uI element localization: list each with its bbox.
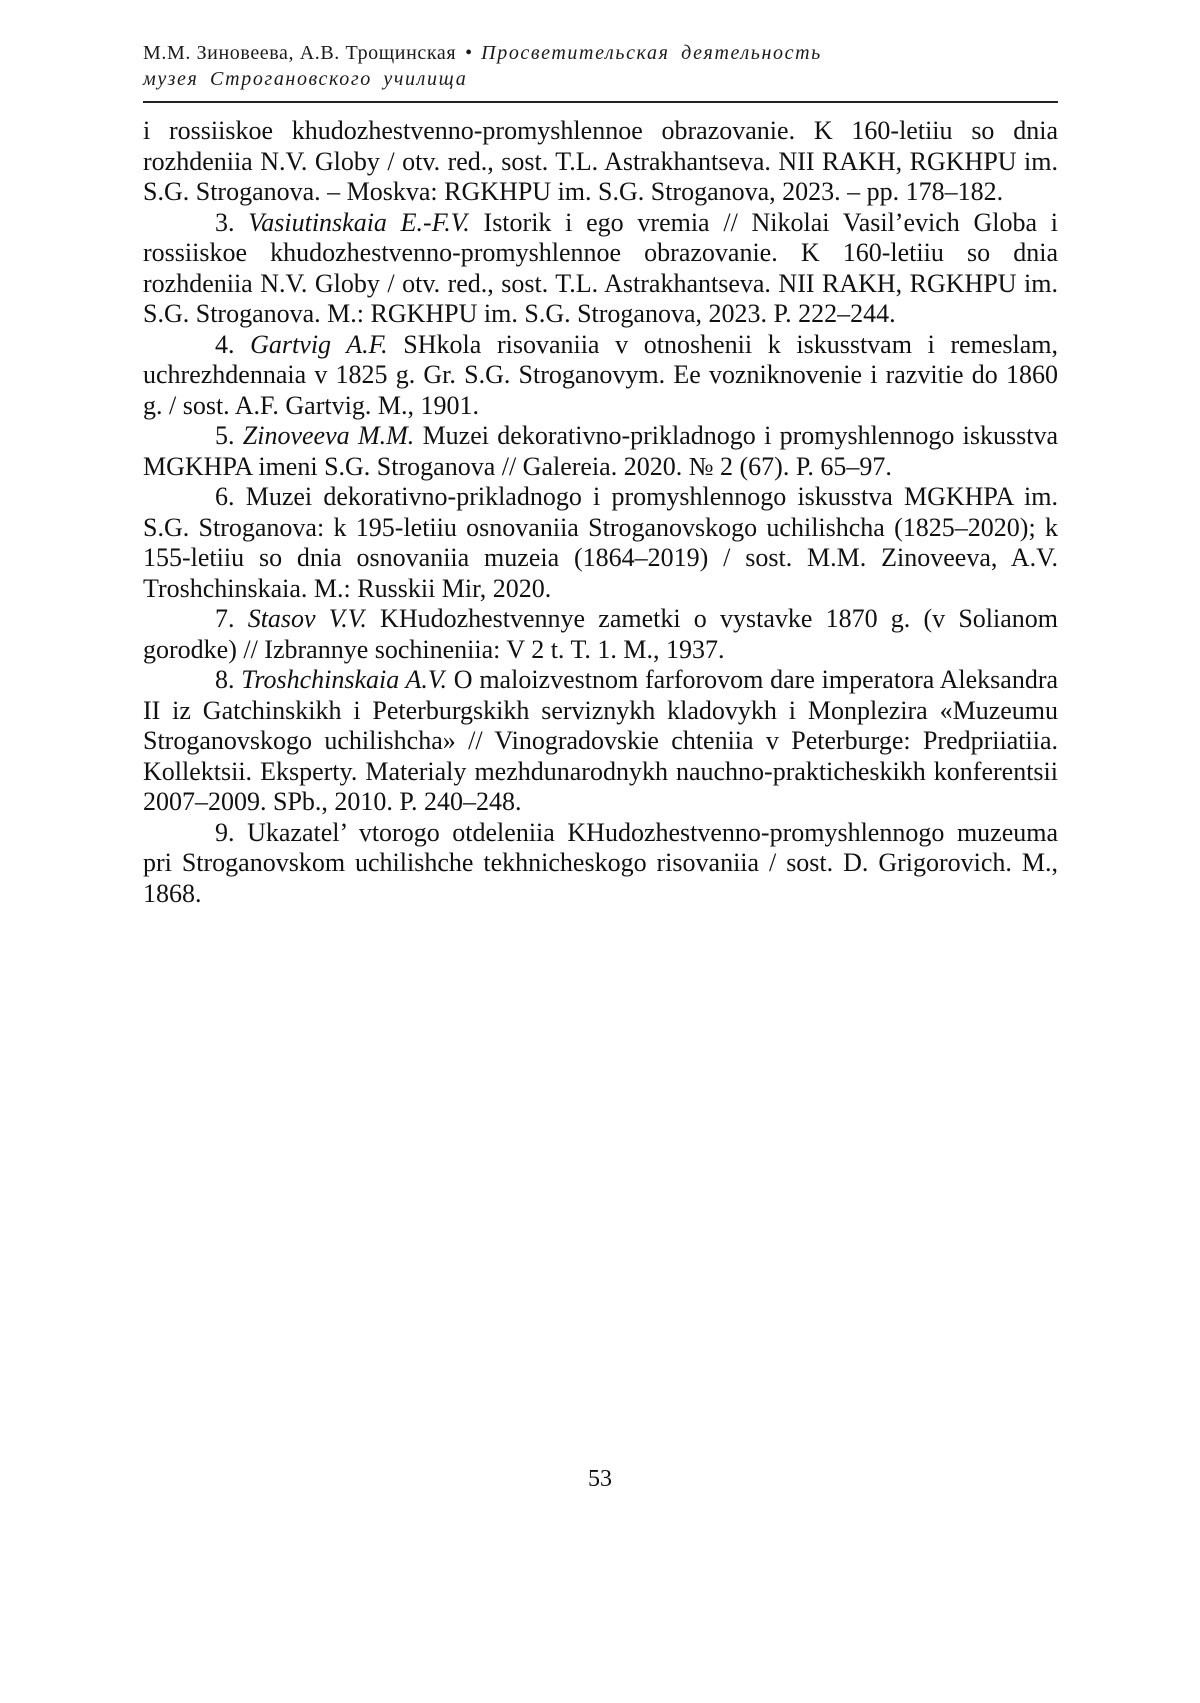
bibliography-entry bbox=[143, 482, 1058, 604]
bibliography-entry bbox=[143, 116, 1058, 208]
entry-author: Vasiutinskaia E.-F.V. bbox=[248, 207, 470, 237]
entry-text: Muzei dekorativno-prikladnogo i promyshlennogo iskusstva MGKHPA imeni S.G. Stroganova // Galereia. 2020. № 2 (67). P. 65–97. bbox=[143, 421, 1058, 481]
entry-number: 3. bbox=[215, 207, 235, 237]
header-title-line-1: Просветительская деятельность bbox=[481, 42, 822, 64]
entry-number: 5. bbox=[215, 421, 235, 450]
entry-number: 7. bbox=[215, 604, 235, 633]
entry-text: O maloizvestnom farforovom dare imperatora Aleksandra II iz Gatchinskikh i Peterburgskikh serviznykh kladovykh i Monplezira «Muzeumu Stroganovskogo uchilishcha» // Vinogradovskie chteniia v Peterburge: Predpriiatiia. Kollektsii. Eksperty. Materialy mezhdunarodnykh nauchno-prakticheskikh konferentsii 2007–2009. SPb., 2010. P. 240–248. bbox=[143, 665, 1059, 816]
page-number: 53 bbox=[588, 1466, 612, 1492]
entry-number: 6. bbox=[215, 482, 235, 511]
entry-number: 9. bbox=[215, 817, 235, 847]
running-header-line-2 bbox=[143, 66, 1058, 92]
entry-author: Zinoveeva M.M. bbox=[242, 421, 415, 450]
entry-text: Istorik i ego vremia // Nikolai Vasil’evich Globa i rossiiskoe khudozhestvenno-promyshlennoe obrazovanie. K 160-letiiu so dnia rozhdeniia N.V. Globy / otv. red., sost. T.L. Astrakhantseva. NII RAKH, RGKHPU im. S.G. Stroganova. M.: RGKHPU im. S.G. Stroganova, 2023. P. 222–244. bbox=[143, 207, 1059, 328]
bibliography-entry bbox=[143, 421, 1058, 482]
bibliography-list bbox=[143, 116, 1058, 909]
running-header bbox=[143, 40, 1058, 103]
header-bullet-separator: • bbox=[465, 42, 473, 64]
bibliography-entry bbox=[143, 604, 1058, 665]
entry-number: 4. bbox=[215, 329, 235, 359]
entry-text: KHudozhestvennye zametki o vystavke 1870 g. (v Solianom gorodke) // Izbrannye sochineniia: V 2 t. T. 1. M., 1937. bbox=[143, 604, 1058, 664]
running-header-line-1 bbox=[143, 40, 1058, 66]
entry-author: Troshchinskaia A.V. bbox=[241, 665, 447, 694]
bibliography-entry bbox=[143, 818, 1058, 910]
header-title-line-2: музея Строгановского училища bbox=[143, 68, 468, 90]
entry-text: Ukazatel’ vtorogo otdeleniia KHudozhestvenno-promyshlennogo muzeuma pri Stroganovskom uchilishche tekhnicheskogo risovaniia / sost. D. Grigorovich. M., 1868. bbox=[143, 817, 1059, 908]
entry-text: SHkola risovaniia v otnoshenii k iskusstvam i remeslam, uchrezhdennaia v 1825 g. Gr. S.G. Stroganovym. Ee vozniknovenie i razvitie do 1860 g. / sost. A.F. Gartvig. M., 1901. bbox=[143, 329, 1059, 420]
bibliography-entry bbox=[143, 208, 1058, 330]
entry-text: Muzei dekorativno-prikladnogo i promyshlennogo iskusstva MGKHPA im. S.G. Stroganova: k 195-letiiu osnovaniia Stroganovskogo uchilishcha (1825–2020); k 155-letiiu so dnia osnovaniia muzeia (1864–2019) / sost. M.M. Zinoveeva, A.V. Troshchinskaia. M.: Russkii Mir, 2020. bbox=[143, 482, 1059, 603]
header-authors: М.М. Зиновеева, А.В. Трощинская bbox=[143, 42, 457, 64]
entry-author: Stasov V.V. bbox=[247, 604, 367, 633]
bibliography-entry bbox=[143, 330, 1058, 422]
entry-author: Gartvig A.F. bbox=[250, 329, 388, 359]
bibliography-entry bbox=[143, 665, 1058, 818]
header-rule bbox=[143, 101, 1058, 103]
entry-number: 8. bbox=[215, 665, 235, 694]
entry-text: i rossiiskoe khudozhestvenno-promyshlennoe obrazovanie. K 160-letiiu so dnia rozhdeniia N.V. Globy / otv. red., sost. T.L. Astrakhantseva. NII RAKH, RGKHPU im. S.G. Stroganova. – Moskva: RGKHPU im. S.G. Stroganova, 2023. – pp. 178–182. bbox=[143, 116, 1058, 206]
